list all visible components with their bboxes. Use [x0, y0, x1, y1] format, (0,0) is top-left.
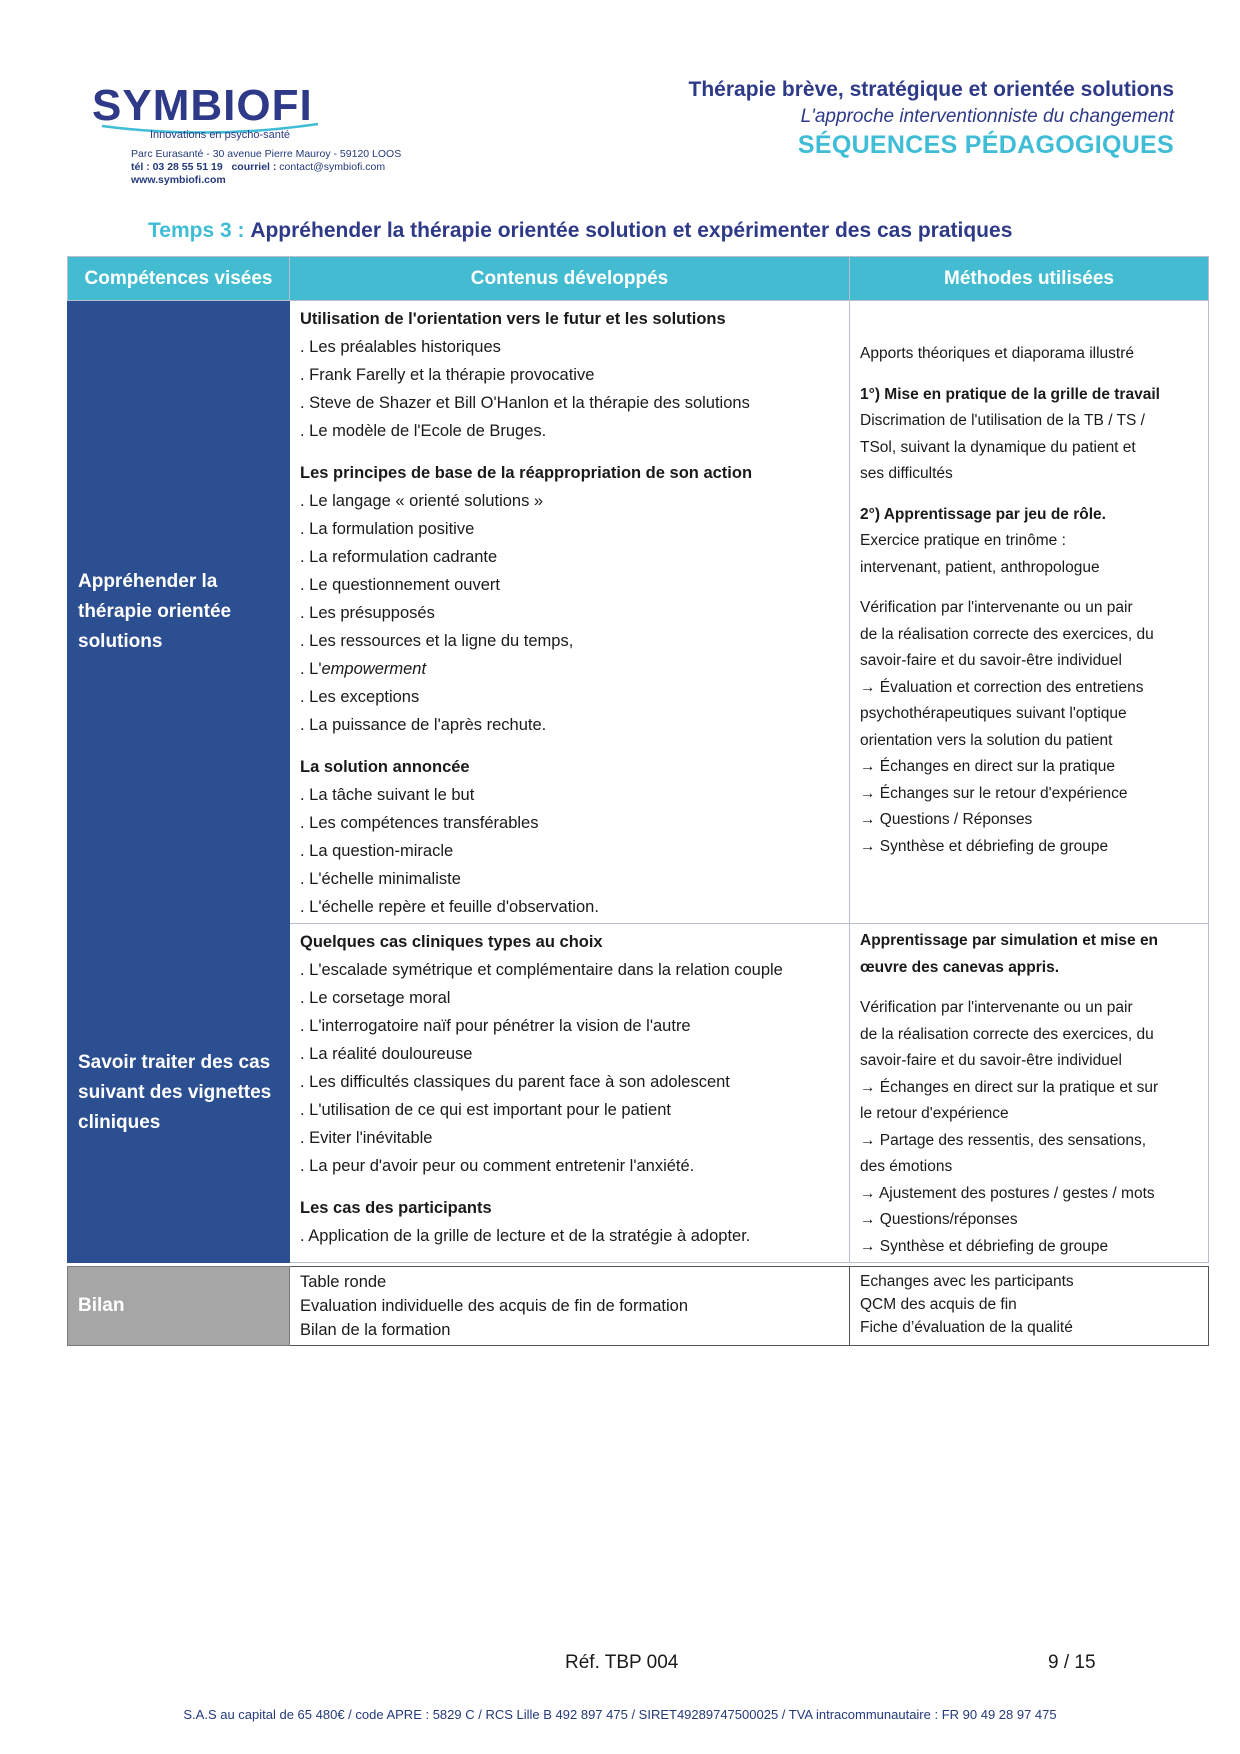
content-item: . Les compétences transférables	[300, 814, 539, 832]
method-item: psychothérapeutiques suivant l'optique	[860, 705, 1127, 722]
content-group-title: Utilisation de l'orientation vers le futur et les solutions	[300, 310, 726, 328]
method-item: savoir-faire et du savoir-être individuel	[860, 1052, 1122, 1069]
section-title: Appréhender la thérapie orientée solution et expérimenter des cas pratiques	[250, 219, 1013, 242]
method-item: → Questions/réponses	[860, 1211, 1018, 1228]
method-item: orientation vers la solution du patient	[860, 731, 1113, 749]
content-item: . Le corsetage moral	[300, 989, 451, 1007]
header-contenus: Contenus développés	[290, 257, 850, 301]
bilan-method-item: QCM des acquis de fin	[860, 1296, 1017, 1313]
method-item: TSol, suivant la dynamique du patient et	[860, 438, 1136, 456]
bilan-method-item: Echanges avec les participants	[860, 1273, 1074, 1290]
symbiofi-logo	[90, 78, 330, 148]
page-number: 9 / 15	[1048, 1652, 1096, 1673]
document-header	[689, 76, 1174, 160]
method-item: savoir-faire et du savoir-être individuel	[860, 652, 1122, 669]
content-item: . L'échelle repère et feuille d'observation.	[300, 898, 599, 916]
bilan-content-item: Evaluation individuelle des acquis de fin de formation	[300, 1297, 688, 1315]
method-item: → Évaluation et correction des entretiens	[860, 678, 1144, 696]
empowerment-prefix: . L'	[300, 660, 322, 678]
content-group-title: Quelques cas cliniques types au choix	[300, 933, 603, 951]
contents-cell	[290, 301, 850, 924]
company-contact-block	[131, 148, 401, 187]
method-item: ses difficultés	[860, 465, 953, 482]
content-item: . L'utilisation de ce qui est important pour le patient	[300, 1101, 671, 1119]
content-item: . La reformulation cadrante	[300, 548, 498, 566]
method-item: Vérification par l'intervenante ou un pair	[860, 999, 1133, 1016]
method-item: → Échanges sur le retour d'expérience	[860, 784, 1128, 802]
header-methodes: Méthodes utilisées	[850, 257, 1209, 301]
method-item: le retour d'expérience	[860, 1105, 1009, 1122]
logo-tagline: Innovations en psycho-santé	[150, 129, 291, 141]
content-item: . Les difficultés classiques du parent face à son adolescent	[300, 1073, 730, 1091]
logo-wordmark: SYMBIOFI	[92, 81, 313, 130]
method-item: Discrimation de l'utilisation de la TB / TS /	[860, 412, 1145, 429]
method-item: des émotions	[860, 1158, 953, 1175]
header-competences: Compétences visées	[68, 257, 290, 301]
content-item: . Frank Farelly et la thérapie provocative	[300, 366, 595, 384]
method-item: de la réalisation correcte des exercices, du	[860, 625, 1154, 643]
company-website[interactable]: www.symbiofi.com	[131, 174, 226, 186]
content-item: . La peur d'avoir peur ou comment entretenir l'anxiété.	[300, 1157, 695, 1175]
competence-cell: Savoir traiter des cas suivant des vignettes cliniques	[68, 924, 290, 1263]
method-item: → Ajustement des postures / gestes / mots	[860, 1184, 1155, 1202]
section-prefix: Temps 3 :	[148, 219, 245, 242]
bilan-method-item: Fiche d’évaluation de la qualité	[860, 1319, 1073, 1336]
method-title: 2°) Apprentissage par jeu de rôle.	[860, 505, 1106, 523]
contents-cell	[290, 924, 850, 1263]
content-item: . L'escalade symétrique et complémentaire dans la relation couple	[300, 961, 783, 979]
bilan-label: Bilan	[68, 1267, 290, 1346]
method-item: → Synthèse et débriefing de groupe	[860, 837, 1109, 855]
content-item: . Les ressources et la ligne du temps,	[300, 632, 574, 650]
document-title: Thérapie brève, stratégique et orientée solutions	[688, 78, 1174, 101]
content-item: . Steve de Shazer et Bill O'Hanlon et la thérapie des solutions	[300, 394, 750, 412]
content-item: . Les présupposés	[300, 604, 435, 622]
empowerment-word: empowerment	[321, 660, 427, 678]
content-group-title: Les principes de base de la réappropriation de son action	[300, 464, 753, 482]
content-item: . Eviter l'inévitable	[300, 1129, 433, 1147]
phone-number: 03 28 55 51 19	[152, 161, 223, 173]
phone-label: tél :	[131, 161, 150, 173]
method-item: de la réalisation correcte des exercices, du	[860, 1025, 1154, 1043]
methods-cell	[850, 301, 1209, 924]
bilan-contents-cell	[290, 1267, 850, 1346]
content-item: . L'interrogatoire naïf pour pénétrer la vision de l'autre	[300, 1017, 691, 1035]
content-item: . La tâche suivant le but	[300, 786, 475, 804]
content-item: . La réalité douloureuse	[300, 1045, 473, 1063]
content-item: . Application de la grille de lecture et de la stratégie à adopter.	[300, 1227, 751, 1245]
method-title: œuvre des canevas appris.	[860, 958, 1060, 976]
bilan-row	[68, 1267, 1209, 1346]
method-item: intervenant, patient, anthropologue	[860, 558, 1100, 576]
method-item: → Questions / Réponses	[860, 811, 1033, 828]
method-title: Apprentissage par simulation et mise en	[860, 932, 1159, 949]
content-item: . Les exceptions	[300, 688, 420, 706]
content-group-title: La solution annoncée	[300, 758, 470, 776]
content-item: . La question-miracle	[300, 842, 454, 860]
method-item: → Échanges en direct sur la pratique	[860, 758, 1116, 775]
table-row	[68, 301, 1209, 924]
table-row	[68, 924, 1209, 1263]
method-item: Exercice pratique en trinôme :	[860, 532, 1066, 549]
email-address[interactable]: contact@symbiofi.com	[279, 161, 386, 173]
content-item-empowerment	[300, 655, 839, 683]
competence-cell: Appréhender la thérapie orientée solutions	[68, 301, 290, 924]
bilan-content-item: Bilan de la formation	[300, 1321, 451, 1339]
method-item: → Échanges en direct sur la pratique et sur	[860, 1078, 1159, 1096]
email-label: courriel :	[231, 161, 277, 173]
content-group-title: Les cas des participants	[300, 1199, 492, 1217]
method-item: → Partage des ressentis, des sensations,	[860, 1131, 1147, 1149]
document-subtitle: L'approche interventionniste du changement	[800, 106, 1174, 127]
content-item: . Le modèle de l'Ecole de Bruges.	[300, 422, 547, 440]
content-item: . Le questionnement ouvert	[300, 576, 500, 594]
footer-reference: Réf. TBP 004	[565, 1652, 679, 1673]
method-title: 1°) Mise en pratique de la grille de travail	[860, 385, 1160, 403]
bilan-methods-cell	[850, 1267, 1209, 1346]
method-item: → Synthèse et débriefing de groupe	[860, 1237, 1109, 1255]
content-item: . Les préalables historiques	[300, 338, 501, 356]
bilan-content-item: Table ronde	[300, 1273, 387, 1291]
footer-legal-notice: S.A.S au capital de 65 480€ / code APRE : 5829 C / RCS Lille B 492 897 475 / SIRET49289747500025 / TVA intracommunautaire : FR 90 49 28 97 475	[183, 1707, 1057, 1722]
content-item: . Le langage « orienté solutions »	[300, 492, 544, 510]
content-item: . L'échelle minimaliste	[300, 870, 461, 888]
method-item: Apports théoriques et diaporama illustré	[860, 345, 1134, 362]
table-header-row	[68, 257, 1209, 301]
company-contact-line	[131, 161, 401, 174]
section-heading	[148, 219, 1012, 243]
content-item: . La puissance de l'après rechute.	[300, 716, 547, 734]
bilan-table	[67, 1266, 1209, 1346]
method-item: Vérification par l'intervenante ou un pair	[860, 599, 1133, 616]
sequences-table	[67, 256, 1209, 1263]
methods-cell	[850, 924, 1209, 1263]
content-item: . La formulation positive	[300, 520, 475, 538]
document-sequences-heading: SÉQUENCES PÉDAGOGIQUES	[797, 131, 1174, 159]
logo-graphic	[90, 78, 330, 148]
company-address: Parc Eurasanté - 30 avenue Pierre Mauroy - 59120 LOOS	[131, 148, 402, 160]
